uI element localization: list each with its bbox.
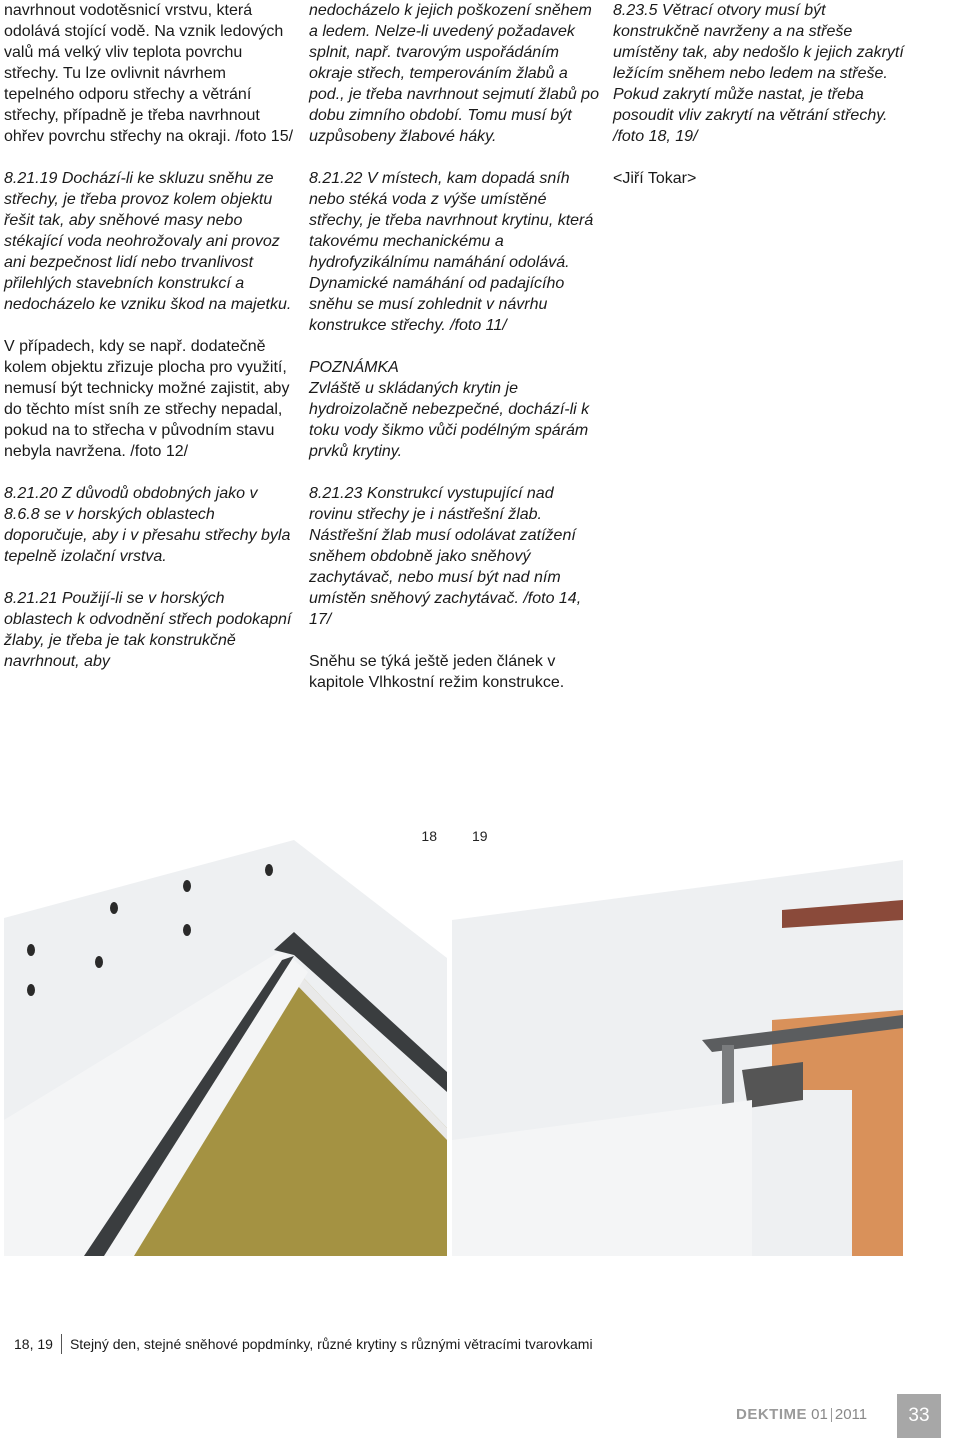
photo-19-image [452,810,903,1256]
paragraph-ice-dams: navrhnout vodotěsnicí vrstvu, která odolává stojící vodě. Na vznik ledových valů má velký vliv teplota povrchu střechy. Tu lze ovlivnit návrhem tepelného odporu střechy a větrání střechy, případně je třeba navrhnout ohřev povrchu střechy na okraji. /foto 15/ [4,2,294,145]
note-title: POZNÁMKA [309,359,399,376]
issue-number: 01 [811,1406,828,1423]
photo-caption [14,1334,593,1354]
photo-pair [4,810,900,1256]
page-number: 33 [897,1394,941,1438]
caption-number: 18, 19 [14,1334,62,1354]
paragraph-see-also: Sněhu se týká ještě jeden článek v kapitole Vlhkostní režim konstrukce. [309,653,565,691]
paragraph-8-21-22: 8.21.22 V místech, kam dopadá sníh nebo stéká voda z výše umístěné střechy, je třeba navrhnout krytinu, která takovému mechanickému a hydrofyzikálnímu namáhání odolává. Dynamické namáhání od padajícího sněhu se musí zohlednit v návrhu konstrukce střechy. /foto 11/ [309,170,594,334]
text-column-1 [4,0,294,693]
photo-19-number: 19 [472,828,488,844]
text-column-3 [613,0,913,189]
author-signature: <Jiří Tokar> [613,170,697,187]
caption-text: Stejný den, stejné sněhové popdmínky, různé krytiny s různými větracími tvarovkami [69,1336,593,1352]
note-block [309,357,601,462]
photo-18-image [4,810,447,1256]
photo-18 [4,810,447,1256]
issue-separator [831,1408,832,1422]
paragraph-8-23-5: 8.23.5 Větrací otvory musí být konstrukčně navrženy a na střeše umístěny tak, aby nedošlo k jejich zakrytí ležícím sněhem nebo ledem na střeše. Pokud zakrytí může nastat, je třeba posoudit vliv zakrytí na větrání střechy. /foto 18, 19/ [613,2,904,145]
note-body: Zvláště u skládaných krytin je hydroizolačně nebezpečné, dochází-li k toku vody šikmo vůči podélným spárám prvků krytiny. [309,380,590,460]
paragraph-8-21-19: 8.21.19 Dochází-li ke skluzu sněhu ze střechy, je třeba provoz kolem objektu řešit tak, aby sněhové masy nebo stékající voda neohrožovaly ani provoz ani bezpečnost lidí nebo trvanlivost přilehlých stavebních konstrukcí a nedocházelo ke vzniku škod na majetku. [4,170,292,313]
paragraph-additional-areas: V případech, kdy se např. dodatečně kolem objektu zřizuje plocha pro využití, nemusí být technicky možné zajistit, aby do těchto míst sníh ze střechy nepadal, pokud na to střecha v původním stavu nebyla navržena. /foto 12/ [4,338,290,460]
photo-18-number: 18 [421,828,437,844]
photo-19 [452,810,903,1256]
paragraph-8-21-21: 8.21.21 Použijí-li se v horských oblastech k odvodnění střech podokapní žlaby, je třeba je tak konstrukčně navrhnout, aby [4,590,292,670]
paragraph-gutters-continued: nedocházelo k jejich poškození sněhem a ledem. Nelze-li uvedený požadavek splnit, např. tvarovým uspořádáním okraje střech, temperováním žlabů a pod., je třeba navrhnout sejmutí žlabů po dobu zimního období. Tomu musí být uzpůsobeny žlabové háky. [309,2,599,145]
footer-brand [736,1406,867,1423]
text-column-2 [309,0,601,714]
paragraph-8-21-23: 8.21.23 Konstrukcí vystupující nad rovinu střechy je i nástřešní žlab. Nástřešní žlab musí odolávat zatížení sněhem obdobně jako sněhový zachytávač, nebo musí být nad ním umístěn sněhový zachytávač. /foto 14, 17/ [309,485,582,628]
issue-year: 2011 [834,1406,868,1423]
paragraph-8-21-20: 8.21.20 Z důvodů obdobných jako v 8.6.8 se v horských oblastech doporučuje, aby i v přesahu střechy byla tepelně izolační vrstva. [4,485,291,565]
magazine-name: DEKTIME [736,1406,807,1423]
